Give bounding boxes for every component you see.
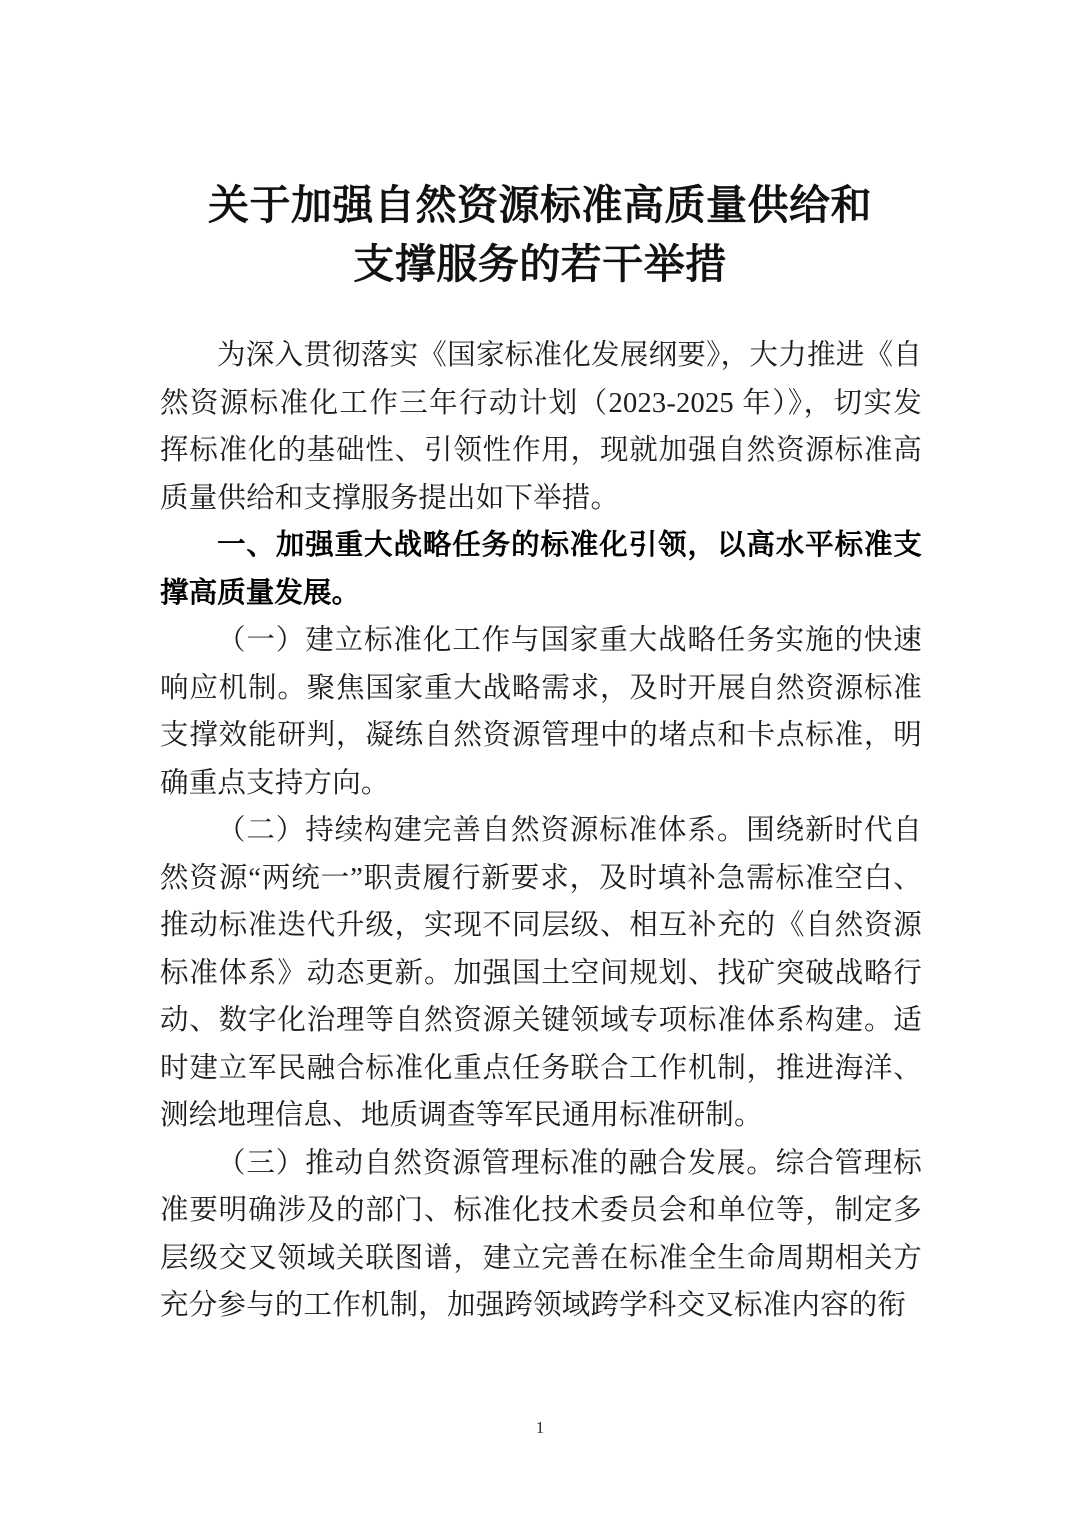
- paragraph-item-3: （三）推动自然资源管理标准的融合发展。综合管理标准要明确涉及的部门、标准化技术委员会和单位等，制定多层级交叉领域关联图谱，建立完善在标准全生命周期相关方充分参与的工作机制，加强跨领域跨学科交叉标准内容的衔: [160, 1147, 922, 1321]
- document-body: [160, 332, 922, 1330]
- page-title-line-1: 关于加强自然资源标准高质量供给和: [208, 182, 872, 228]
- page-title-line-2: 支撑服务的若干举措: [353, 241, 727, 287]
- page-title: [160, 176, 920, 294]
- page-number: 1: [535, 1418, 545, 1437]
- paragraph-preamble: 为深入贯彻落实《国家标准化发展纲要》，大力推进《自然资源标准化工作三年行动计划（2023-2025 年）》，切实发挥标准化的基础性、引领性作用，现就加强自然资源标准高质量供给和支撑服务提出如下举措。: [160, 340, 922, 514]
- paragraph-item-1: （一）建立标准化工作与国家重大战略任务实施的快速响应机制。聚焦国家重大战略需求，及时开展自然资源标准支撑效能研判，凝练自然资源管理中的堵点和卡点标准，明确重点支持方向。: [160, 625, 922, 799]
- paragraph-item-2: （二）持续构建完善自然资源标准体系。围绕新时代自然资源“两统一”职责履行新要求，及时填补急需标准空白、推动标准迭代升级，实现不同层级、相互补充的《自然资源标准体系》动态更新。加强国土空间规划、找矿突破战略行动、数字化治理等自然资源关键领域专项标准体系构建。适时建立军民融合标准化重点任务联合工作机制，推进海洋、测绘地理信息、地质调查等军民通用标准研制。: [160, 815, 922, 1131]
- section-heading-1: 一、加强重大战略任务的标准化引领，以高水平标准支撑高质量发展。: [160, 529, 922, 609]
